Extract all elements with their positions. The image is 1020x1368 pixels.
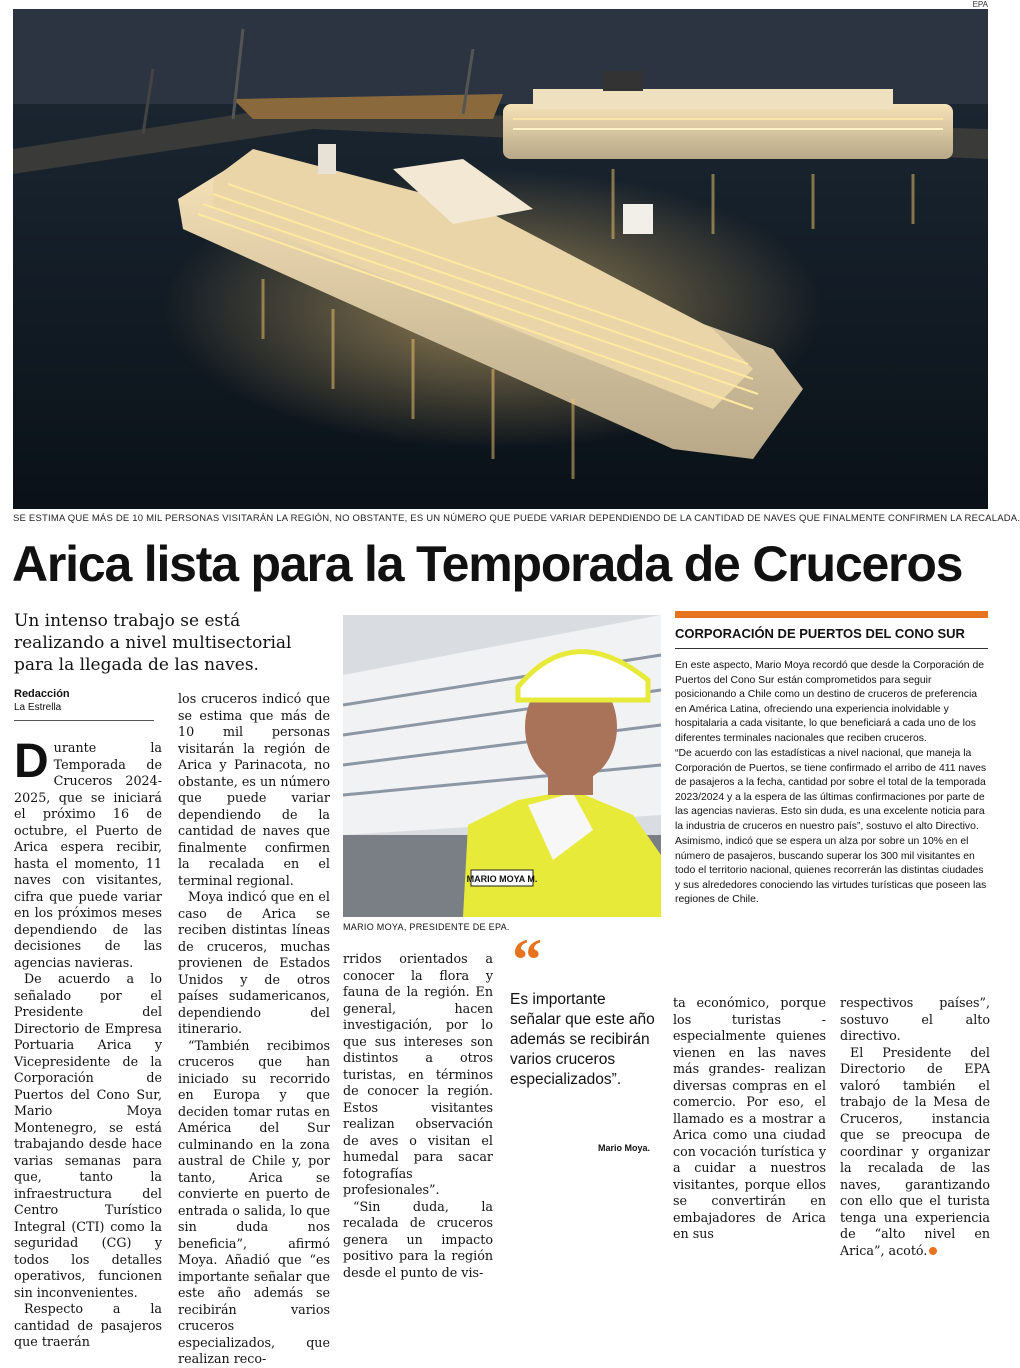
portrait-caption: MARIO MOYA, PRESIDENTE DE EPA. [343,922,510,932]
pull-quote: Es importante señalar que este año además se recibirán varios cruceros especializados”. [510,991,655,1088]
sidebar-accent-bar [675,611,988,618]
sidebar-body [675,659,988,909]
subheadline: Un intenso trabajo se está realizando a nivel multisectorial para la llegada de las naves. [14,611,292,675]
paragraph: “También recibimos cruceros que han iniciado su recorrido en Europa y que deciden tomar rutas en América del Sur culminando en la zona austral de Chile y, por tanto, Arica se convierte en puerto de entrada o salida, lo que sin duda nos beneficia”, afirmó Moya. Añadió que “es importante señalar que este año además se recibirán varios cruceros especializados, que realizan reco- [178,1037,330,1366]
end-of-article-icon [929,1247,937,1255]
byline-publication: La Estrella [14,702,62,713]
paragraph: El Presidente del Directorio de EPA valoró también el trabajo de la Mesa de Cruceros, instancia que se preocupa de coordinar y organizar la recalada de las naves, garantizando con ello que el turista tenga una experiencia de “alto nivel en Arica”, acotó. [840,1044,990,1258]
paragraph: “Sin duda, la recalada de cruceros genera un impacto positivo para la región desde el punto de vis- [343,1198,493,1280]
article-column-2 [178,691,330,1366]
cruise-ships-photo [13,9,988,509]
sidebar-paragraph: Asimismo, indicó que se espera un alza por sobre un 10% en el número de pasajeros, buscando superar los 300 mil visitantes en todo el territorio nacional, quienes recorrerán las distintas ciudades y sus alrededores conociendo las virtudes turísticas que poseen las regiones de Chile. [675,836,987,905]
article-column-5 [840,995,990,1258]
mario-moya-portrait-photo [343,615,661,917]
paragraph: Moya indicó que en el caso de Arica se reciben distintas líneas de cruceros, muchas provienen de Estados Unidos y de otros países sudamericanos, dependiendo del itinerario. [178,889,330,1036]
sidebar-paragraph: En este aspecto, Mario Moya recordó que desde la Corporación de Puertos del Cono Sur están comprometidos para seguir posicionando a Chile como un destino de cruceros de preferencia en América Latina, ofreciendo una experiencia inolvidable y hospitalaria a cada visitante, lo que beneficiará a cada uno de los diferentes terminales nacionales que reciben cruceros. [675,660,985,744]
paragraph: respectivos países”, sostuvo el alto directivo. [840,995,990,1043]
sidebar-divider [675,648,988,649]
paragraph: rridos orientados a conocer la flora y fauna de la región. En general, hacen investigación, por lo que sus intereses son distintos a otros turistas, en términos de conocer la región. Estos visitantes realizan observación de aves o visitan el humedal para sacar fotografías profesionales”. [343,951,493,1197]
byline-author: Redacción [14,688,70,700]
paragraph: Respecto a la cantidad de pasajeros que traerán [14,1301,162,1349]
paragraph: urante la Temporada de Cruceros 2024-2025, que se iniciará el próximo 16 de octubre, el Puerto de Arica espera recibir, hasta el momento, 11 naves con visitantes, cifra que puede variar en los próximos meses dependiendo de las decisiones de las agencias navieras. [14,740,162,970]
sidebar-title: CORPORACIÓN DE PUERTOS DEL CONO SUR [675,626,965,641]
quote-mark-icon: “ [512,927,542,993]
drop-cap: D [14,735,49,788]
sidebar-paragraph: “De acuerdo con las estadísticas a nivel nacional, que maneja la Corporación de Puertos, se tiene confirmado el arribo de 411 naves de pasajeros a la fecha, cantidad por sobre el total de la temporada 2023/2024 y a la espera de las últimas confirmaciones por parte de las agencias navieras. Esto sin duda, es una excelente noticia para la industria de cruceros en nuestro país”, sostuvo el alto Directivo. [675,748,987,832]
article-column-3 [343,951,493,1280]
article-column-1 [14,735,162,1349]
headline: Arica lista para la Temporada de Cruceros [12,536,963,592]
photo-caption: SE ESTIMA QUE MÁS DE 10 MIL PERSONAS VISITARÁN LA REGIÓN, NO OBSTANTE, ES UN NÚMERO QUE PUEDE VARIAR DEPENDIENDO DE LA CANTIDAD DE NAVES QUE FINALMENTE CONFIRMEN LA RECALADA. [13,513,1020,524]
paragraph: los cruceros indicó que se estima que más de 10 mil personas visitarán la región de Arica y Parinacota, no obstante, es un número que puede variar dependiendo de la cantidad de naves que finalmente confirmen la recalada en el terminal regional. [178,691,330,888]
paragraph: De acuerdo a lo señalado por el Presidente del Directorio de Empresa Portuaria Arica y Vicepresidente de la Corporación de Puertos del Cono Sur, Mario Moya Montenegro, se está trabajando desde hace varias semanas para que, tanto la infraestructura del Centro Turístico Integral (CTI) como la seguridad (CG) y todos los detalles operativos, funcionen sin inconvenientes. [14,971,162,1300]
paragraph: ta económico, porque los turistas -especialmente quienes vienen en las naves más grandes- realizan diversas compras en el comercio. Por eso, el llamado es a mostrar a Arica como una ciudad con vocación turística y a cuidar a nuestros visitantes, porque ellos se convertirán en embajadores de Arica en sus [673,995,826,1241]
byline-divider [14,720,154,721]
pull-quote-attribution: Mario Moya. [598,1143,651,1153]
vest-name-tag: MARIO MOYA M. [466,874,538,884]
article-column-4 [673,995,826,1241]
photo-credit: EPA [972,0,988,9]
